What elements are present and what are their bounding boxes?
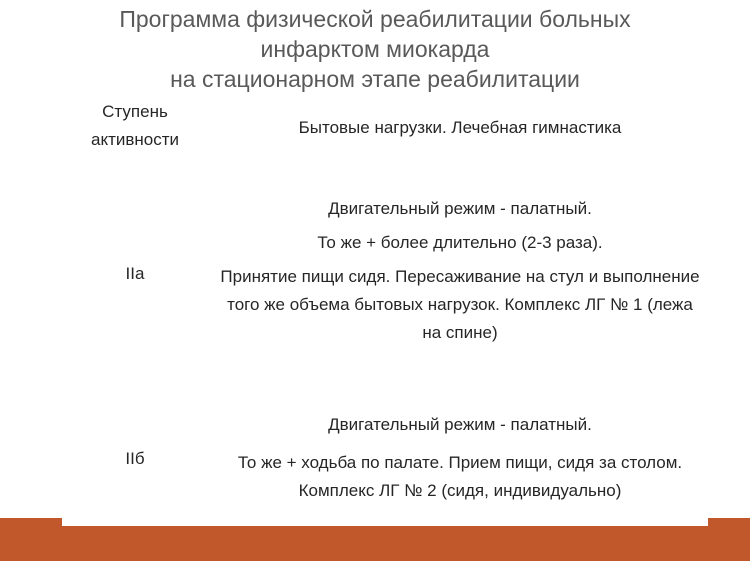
description-line: Принятие пищи сидя. Пересаживание на стул и выполнение того же объема бытовых нагрузок. Комплекс ЛГ № 1 (лежа на спине) (220, 267, 700, 342)
description-line: То же + ходьба по палате. Прием пищи, сидя за столом. Комплекс ЛГ № 2 (сидя, индивидуально) (237, 453, 683, 500)
description-line: То же + более длительно (2-3 раза). (317, 233, 603, 252)
description-line: Двигательный режим - палатный. (328, 199, 592, 218)
title-line-2: инфарктом миокарда (260, 36, 490, 62)
title-line-3: на стационарном этапе реабилитации (170, 66, 580, 92)
footer-bar (0, 526, 750, 561)
column-header-activity-line-1: Ступень (102, 102, 168, 121)
description-line: Двигательный режим - палатный. (328, 415, 592, 434)
stage-description-iia (200, 195, 720, 347)
title-line-1: Программа физической реабилитации больных (119, 6, 631, 32)
column-header-loads-gymnastics: Бытовые нагрузки. Лечебная гимнастика (298, 118, 622, 137)
stage-label-iib: IIб (125, 449, 145, 468)
column-header-activity-line-2: активности (90, 130, 180, 149)
footer-accent-right (708, 518, 750, 526)
stage-description-iib (200, 411, 720, 505)
stage-label-iia: IIа (125, 264, 145, 283)
slide-title (0, 4, 750, 94)
footer-accent-left (0, 518, 62, 526)
column-header-activity-level (60, 98, 210, 154)
